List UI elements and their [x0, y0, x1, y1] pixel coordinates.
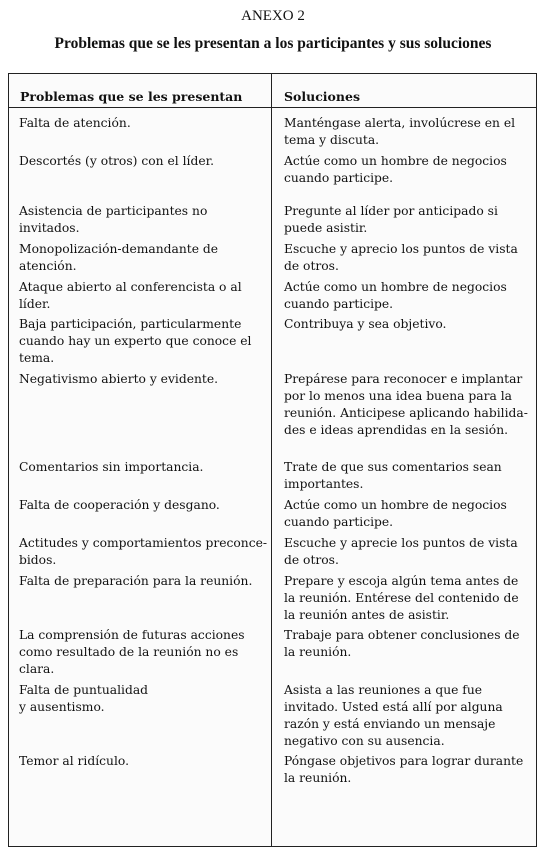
problem-cell: Falta de puntualidad y ausentismo. — [19, 683, 149, 714]
solution-cell: Escuche y aprecie los puntos de vista de otros. — [284, 536, 518, 567]
problem-cell: Falta de cooperación y desgano. — [19, 498, 220, 512]
solution-cell: Pregunte al líder por anticipado si puede asistir. — [284, 204, 498, 235]
solution-cell: Actúe como un hombre de negocios cuando participe. — [284, 498, 507, 529]
problem-cell: Ataque abierto al conferencista o al líder. — [19, 280, 242, 311]
solution-cell: Trabaje para obtener conclusiones de la reunión. — [284, 628, 520, 659]
solution-cell: Trate de que sus comentarios sean importantes. — [284, 460, 502, 491]
solution-cell: Actúe como un hombre de negocios cuando participe. — [284, 154, 507, 185]
problems-solutions-table — [8, 73, 537, 847]
problem-cell: La comprensión de futuras acciones como resultado de la reunión no es clara. — [19, 628, 245, 676]
problem-cell: Actitudes y comportamientos preconce- bidos. — [19, 536, 268, 567]
solution-cell: Prepárese para reconocer e implantar por lo menos una idea buena para la reunión. Anticipese aplicando habilida- des e ideas aprendidas en la sesión. — [284, 372, 528, 437]
problem-cell: Comentarios sin importancia. — [19, 460, 204, 474]
header-divider — [9, 107, 536, 108]
problem-cell: Monopolización-demandante de atención. — [19, 242, 219, 273]
annex-label: ANEXO 2 — [241, 8, 305, 24]
solution-cell: Actúe como un hombre de negocios cuando participe. — [284, 280, 507, 311]
problem-cell: Descortés (y otros) con el líder. — [19, 154, 215, 168]
problem-cell: Temor al ridículo. — [19, 754, 129, 768]
solution-cell: Asista a las reuniones a que fue invitado. Usted está allí por alguna razón y está enviando un mensaje negativo con su ausencia. — [284, 683, 503, 748]
solution-cell: Prepare y escoja algún tema antes de la reunión. Entérese del contenido de la reunión antes de asistir. — [284, 574, 519, 622]
document-title: Problemas que se les presentan a los participantes y sus soluciones — [54, 35, 492, 52]
solution-cell: Contribuya y sea objetivo. — [284, 317, 447, 331]
solution-cell: Manténgase alerta, involúcrese en el tema y discuta. — [284, 116, 516, 147]
problem-cell: Negativismo abierto y evidente. — [19, 372, 219, 386]
header-solutions: Soluciones — [284, 89, 360, 104]
column-divider — [271, 74, 272, 846]
problem-cell: Baja participación, particularmente cuando hay un experto que conoce el tema. — [19, 317, 252, 365]
problem-cell: Falta de atención. — [19, 116, 131, 130]
header-problems: Problemas que se les presentan — [20, 89, 243, 104]
solution-cell: Escuche y aprecio los puntos de vista de otros. — [284, 242, 518, 273]
problem-cell: Falta de preparación para la reunión. — [19, 574, 253, 588]
solution-cell: Póngase objetivos para lograr durante la reunión. — [284, 754, 524, 785]
problem-cell: Asistencia de participantes no invitados. — [19, 204, 208, 235]
